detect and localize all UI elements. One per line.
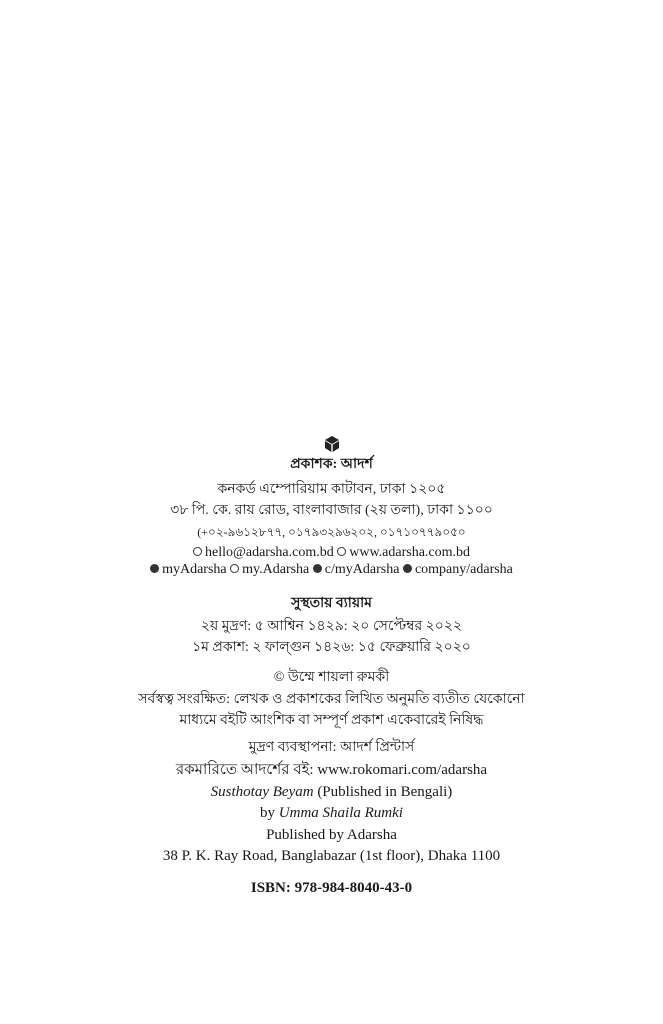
english-title: Susthotay Beyam (210, 784, 314, 800)
facebook-link[interactable]: myAdarsha (162, 562, 227, 577)
address-line-1: কনকর্ড এম্পোরিয়াম কাটাবন, ঢাকা ১২০৫ (217, 482, 446, 497)
printing-management: মুদ্রণ ব্যবস্থাপনা: আদর্শ প্রিন্টার্স (248, 740, 415, 755)
youtube-icon (313, 564, 322, 573)
book-title: সুস্থতায় ব্যায়াম (291, 596, 372, 611)
globe-icon (337, 547, 346, 556)
phone-numbers: (+০২-৯৬১২৮৭৭, ০১৭৯৩২৯৬২০২, ০১৭১০৭৭৯০৫০ (197, 525, 466, 539)
contact-line-2 (0, 561, 663, 579)
author-line (0, 804, 663, 822)
website-link[interactable]: www.adarsha.com.bd (349, 545, 471, 560)
linkedin-icon (403, 564, 412, 573)
by-label: by (260, 805, 279, 821)
linkedin-link[interactable]: company/adarsha (414, 562, 513, 577)
email-icon (193, 547, 202, 556)
rokomari-line: রকমারিতে আদর্শের বই: www.rokomari.com/adarsha (175, 762, 488, 778)
published-by: Published by Adarsha (266, 827, 397, 843)
isbn: ISBN: 978-984-8040-43-0 (250, 880, 413, 896)
author-name: Umma Shaila Rumki (278, 805, 403, 821)
email-link[interactable]: hello@adarsha.com.bd (204, 545, 334, 560)
instagram-icon (230, 564, 239, 573)
rights-line-2: মাধ্যমে বইটি আংশিক বা সম্পূর্ণ প্রকাশ একেবারেই নিষিদ্ধ (179, 713, 484, 728)
facebook-icon (150, 564, 159, 573)
publisher-label: প্রকাশক: আদর্শ (290, 457, 373, 472)
contact-line-1 (0, 544, 663, 562)
first-print-date: ১ম প্রকাশ: ২ ফাল্গুন ১৪২৬: ১৫ ফেব্রুয়ারি ২০২০ (192, 640, 471, 655)
instagram-link[interactable]: my.Adarsha (242, 562, 310, 577)
rights-line-1: সর্বস্বত্ব সংরক্ষিত: লেখক ও প্রকাশকের লিখিত অনুমতি ব্যতীত যেকোনো (138, 692, 525, 707)
english-title-suffix: (Published in Bengali) (313, 784, 453, 800)
second-print-date: ২য় মুদ্রণ: ৫ আশ্বিন ১৪২৯: ২০ সেপ্টেম্বর ২০২২ (200, 619, 463, 634)
copyright: © উম্মে শায়লা রুমকী (273, 670, 390, 685)
english-address: 38 P. K. Ray Road, Banglabazar (1st floor), Dhaka 1100 (162, 848, 501, 864)
english-title-line (0, 783, 663, 801)
adarsha-logo-icon (324, 436, 340, 452)
youtube-link[interactable]: c/myAdarsha (324, 562, 400, 577)
address-line-2: ৩৮ পি. কে. রায় রোড, বাংলাবাজার (২য় তলা), ঢাকা ১১০০ (170, 503, 493, 518)
